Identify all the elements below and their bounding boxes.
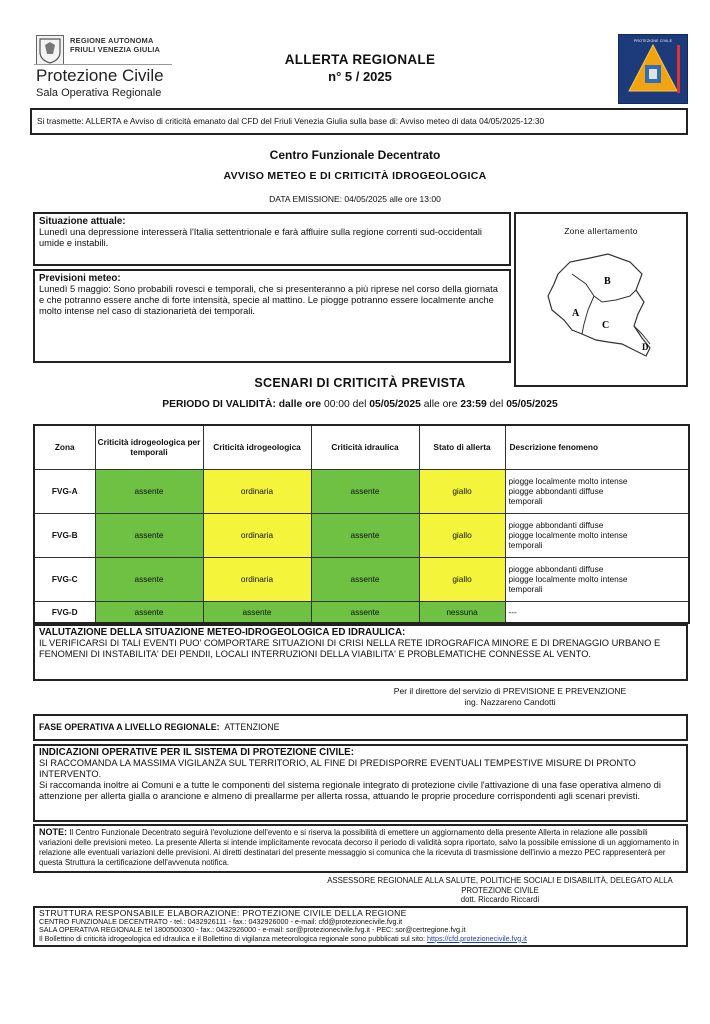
periodo-end-time: 23:59 [460,399,487,410]
table-row [34,513,689,557]
descrizione-line: piogge abbondanti diffuse [508,564,604,574]
temporali-cell: assente [95,557,203,601]
table-row [34,601,689,623]
descrizione-line: piogge localmente molto intense [508,530,628,540]
temporali-cell: assente [95,469,203,513]
indicazioni-text-2: Si raccomanda inoltre ai Comuni e a tutte le componenti del sistema regionale integrato di protezione civile l'attivazione di una fase operativa almeno di attenzione per allerta gialla o arancione e almeno di preallarme per allerta rossa, attuando le proprie procedure corrispondenti agli scenari previsti. [39,780,661,801]
zone-label-b: B [604,276,611,287]
stato-cell: giallo [419,557,505,601]
table-row [34,469,689,513]
struttura-bollettino-text: Il Bollettino di criticità idrogeologica ed idraulica e il Bollettino di vigilanza meteorologica regionale sono pubblicati sul sito: [39,933,425,943]
previsioni-text: Lunedì 5 maggio: Sono probabili rovesci e temporali, che si presenteranno a più riprese nel corso della giornata e che potranno essere anche di forte intensità, specie al mattino. Le piogge potranno essere localmente anche molto intense nel caso di stazionarietà dei temporali. [39,284,498,316]
zone-map-caption: Zone allertamento [564,226,638,236]
valutazione-text: IL VERIFICARSI DI TALI EVENTI PUO' COMPORTARE SITUAZIONI DI CRISI NELLA RETE IDROGRAFICA MINORE E DI DRENAGGIO URBANO E FENOMENI DI INSTABILITA' DEI PENDII, LOCALI INTERRUZIONI DELLA VIABILITA' E PROBLEMATICHE CONNESSE AL VENTO. [39,638,661,659]
col-header-idrogeologica: Criticità idrogeologica [203,425,311,469]
descrizione-cell [505,601,689,623]
indicazioni-text-1: SI RACCOMANDA LA MASSIMA VIGILANZA SUL TERRITORIO, AL FINE DI PREDISPORRE EVENTUALI TEMPESTIVE MISURE DI PRONTO INTERVENTO. [39,758,636,779]
periodo-end-del: del [489,399,504,410]
indicazioni-box [33,744,688,822]
descrizione-line: piogge abbondanti diffuse [508,486,604,496]
periodo-prefix: PERIODO DI VALIDITÀ: dalle ore [162,399,322,410]
protezione-civile-logo [34,33,174,103]
previsioni-label: Previsioni meteo: [39,273,121,284]
table-header-row [34,425,689,469]
zone-label-c: C [602,320,610,331]
zone-cell: FVG-B [34,513,95,557]
firma-assessore [310,876,690,905]
sala-operativa: Sala Operativa Regionale [36,87,162,99]
descrizione-line: temporali [508,496,543,506]
zone-map-box [514,212,688,387]
scenari-title: SCENARI DI CRITICITÀ PREVISTA [254,376,466,390]
firma-direttore [340,686,680,707]
struttura-cfd-contacts: CENTRO FUNZIONALE DECENTRATO - tel.: 0432926111 - fax.: 0432926000 - e-mail: cfd@protezionecivile.fvg.it [39,916,403,926]
periodo-start-time: 00:00 [323,399,350,410]
data-emissione: DATA EMISSIONE: 04/05/2025 alle ore 13:00 [269,194,441,204]
periodo-mid: alle ore [423,399,458,410]
protezione-civile-emblem-icon [618,34,688,104]
descrizione-line: piogge abbondanti diffuse [508,520,604,530]
descrizione-line: temporali [508,584,543,594]
periodo-end-date: 05/05/2025 [506,399,558,410]
idrogeologica-cell: ordinaria [203,557,311,601]
struttura-sor-contacts: SALA OPERATIVA REGIONALE tel 1800500300 - fax.: 0432926000 - e-mail: sor@protezionecivile.fvg.it - PEC: sor@certregione.fvg.it [39,925,466,934]
struttura-bollettino [39,935,682,944]
descrizione-cell [505,513,689,557]
zone-map [538,244,668,374]
col-header-zona: Zona [34,425,95,469]
idraulica-cell: assente [311,601,419,623]
descrizione-cell [505,469,689,513]
struttura-box [33,906,688,947]
note-text: Il Centro Funzionale Decentrato seguirà l'evoluzione dell'evento e si riserva la possibilità di emettere un aggiornamento della presente Allerta in relazione alle possibili variazioni delle previsioni meteo. La presente Allerta si intende implicitamente revocata decorso il periodo di validità sopra riportato, salvo la possibile emissione di un aggiornamento in relazione alle eventuali variazioni delle previsioni. Ai diretti destinatari del presente messaggio si comunica che la ricevuta di trasmissione dell'invio a mezzo PEC rappresenterà per questa Struttura la certificazione dell'avvenuta notifica. [39,828,679,867]
transmit-text: Si trasmette: ALLERTA e Avviso di criticità emanato dal CFD del Friuli Venezia Giulia sulla base di: Avviso meteo di data 04/05/2025-12:30 [37,116,545,126]
idrogeologica-cell: ordinaria [203,513,311,557]
fase-label: FASE OPERATIVA A LIVELLO REGIONALE: [39,722,220,732]
idrogeologica-cell: assente [203,601,311,623]
emblem-caption: PROTEZIONE CIVILE [633,39,673,43]
zone-cell: FVG-C [34,557,95,601]
zone-label-d: D [642,342,649,352]
logo-divider [34,64,172,65]
fase-value: ATTENZIONE [224,722,280,732]
idrogeologica-cell: ordinaria [203,469,311,513]
descrizione-line: piogge localmente molto intense [508,476,628,486]
periodo-start-date: 05/05/2025 [369,399,421,410]
firma-assessore-role-2: PROTEZIONE CIVILE [461,885,539,895]
descrizione-line: piogge localmente molto intense [508,574,628,584]
idraulica-cell: assente [311,513,419,557]
zone-cell: FVG-D [34,601,95,623]
descrizione-line: --- [508,606,517,617]
firma-assessore-name: dott. Riccardo Riccardi [460,895,540,904]
firma-direttore-role: Per il direttore del servizio di PREVISIONE E PREVENZIONE [393,686,627,696]
alert-number: n° 5 / 2025 [328,69,392,84]
valutazione-box [33,624,688,681]
col-header-descrizione: Descrizione fenomeno [505,425,689,469]
stato-cell: giallo [419,513,505,557]
descrizione-line: temporali [508,540,543,550]
temporali-cell: assente [95,601,203,623]
note-box [33,824,688,873]
struttura-title: STRUTTURA RESPONSABILE ELABORAZIONE: PROTEZIONE CIVILE DELLA REGIONE [39,908,407,918]
situazione-label: Situazione attuale: [39,216,126,227]
idraulica-cell: assente [311,557,419,601]
previsioni-box [33,269,511,363]
idraulica-cell: assente [311,469,419,513]
firma-assessore-role: ASSESSORE REGIONALE ALLA SALUTE, POLITICHE SOCIALI E DISABILITÀ, DELEGATO ALLA [327,876,673,885]
fase-operativa-box [33,714,688,741]
descrizione-cell [505,557,689,601]
region-crest-icon [36,35,64,65]
valutazione-label: VALUTAZIONE DELLA SITUAZIONE METEO-IDROGEOLOGICA ED IDRAULICA: [39,627,406,638]
zone-map-outline [548,254,650,356]
note-label: NOTE: [39,827,67,837]
alert-title-block [240,52,480,84]
transmit-notice [30,108,688,135]
col-header-temporali: Criticità idrogeologica per temporali [95,425,203,469]
indicazioni-label: INDICAZIONI OPERATIVE PER IL SISTEMA DI PROTEZIONE CIVILE: [39,747,354,758]
alert-title: ALLERTA REGIONALE [284,52,436,67]
periodo-validita [0,399,710,410]
stato-cell: giallo [419,469,505,513]
criticita-table [33,424,690,624]
table-row [34,557,689,601]
zone-label-a: A [572,308,580,319]
situazione-box [33,212,511,266]
situazione-text: Lunedì una depressione interesserà l'Italia settentrionale e farà affluire sulla regione correnti sud-occidentali umide e instabili. [39,227,482,248]
stato-cell: nessuna [419,601,505,623]
org-name: Protezione Civile [36,66,164,85]
col-header-idraulica: Criticità idraulica [311,425,419,469]
cfd-title: Centro Funzionale Decentrato [269,148,441,162]
zone-cell: FVG-A [34,469,95,513]
avviso-title: AVVISO METEO E DI CRITICITÀ IDROGEOLOGICA [223,170,487,182]
col-header-stato: Stato di allerta [419,425,505,469]
region-name: REGIONE AUTONOMA FRIULI VENEZIA GIULIA [70,36,161,54]
temporali-cell: assente [95,513,203,557]
cfd-website-link[interactable]: https://cfd.protezionecivile.fvg.it [426,933,527,943]
firma-direttore-name: ing. Nazzareno Candotti [464,696,556,707]
periodo-start-del: del [352,399,367,410]
